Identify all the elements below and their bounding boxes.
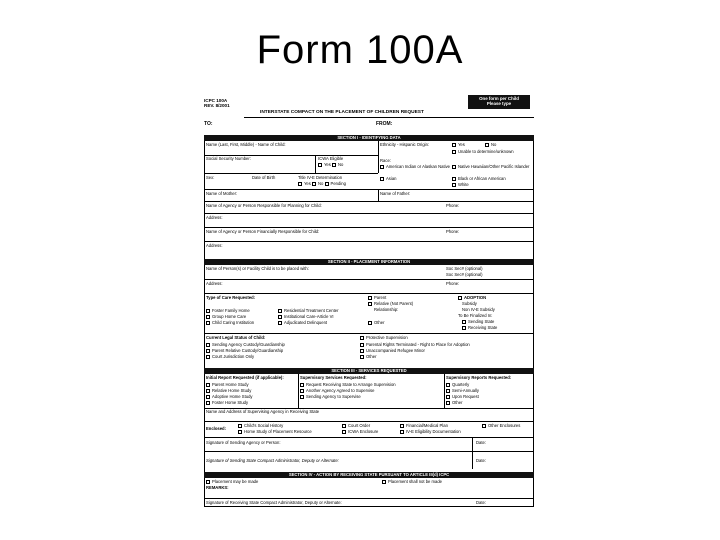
- option-label: Parent Relative Custody/Guardianship: [212, 348, 284, 354]
- checkbox: [312, 182, 316, 186]
- title-ive-options: [298, 182, 346, 187]
- checkbox: [206, 355, 210, 359]
- socsec-label-2: Soc Sec# (optional): [446, 272, 483, 277]
- option-label: Residential Treatment Center: [284, 308, 339, 314]
- ethnicity-no: [485, 143, 496, 148]
- to-label: TO:: [204, 121, 213, 127]
- checkbox: [462, 320, 466, 324]
- option-label: Semi-Annually: [452, 388, 479, 394]
- race-white: [452, 183, 469, 188]
- checkbox: [400, 424, 404, 428]
- checkbox: [482, 424, 486, 428]
- checkbox: [360, 336, 364, 340]
- option-label: Sending Agency Custody/Guardianship: [212, 342, 285, 348]
- checkbox: [452, 177, 456, 181]
- ethnicity-unable: [452, 150, 514, 155]
- address-label: Address:: [206, 215, 223, 220]
- checkbox: [298, 182, 302, 186]
- checkbox: [452, 150, 456, 154]
- option-label: Financial/Medical Plan: [406, 423, 448, 429]
- divider: [204, 213, 534, 214]
- care-adjudicated: [278, 321, 327, 326]
- option-label: Parent: [374, 295, 387, 301]
- ethnicity-yes: [452, 143, 465, 148]
- option-label: Other: [452, 400, 463, 406]
- enc-icwa: [342, 430, 378, 435]
- race-pacific: [452, 165, 532, 170]
- checkbox: [278, 321, 282, 325]
- option-label: Other Enclosures: [488, 423, 521, 429]
- option-label: Sending Agency to Supervise: [306, 394, 361, 400]
- section-2-header: SECTION II - PLACEMENT INFORMATION: [204, 259, 534, 265]
- divider: [204, 451, 534, 452]
- divider: [378, 141, 379, 173]
- divider: [378, 189, 379, 201]
- checkbox: [318, 163, 322, 167]
- option-label: Home Study of Placement Resource: [244, 429, 312, 435]
- address-placed-label: Address:: [206, 281, 223, 286]
- section-1-header: SECTION I - IDENTIFYING DATA: [204, 135, 534, 141]
- placement-shall-not: [382, 480, 442, 485]
- divider: [204, 421, 534, 422]
- option-label: No: [338, 162, 344, 168]
- checkbox: [206, 309, 210, 313]
- option-label: Foster Family Home: [212, 308, 250, 314]
- checkbox: [325, 182, 329, 186]
- option-label: ICWA Enclosure: [348, 429, 379, 435]
- legal-protective: [360, 336, 408, 341]
- checkbox: [400, 430, 404, 434]
- option-label: No: [491, 142, 497, 148]
- divider: [315, 155, 316, 173]
- option-label: Asian: [386, 176, 397, 182]
- checkbox: [452, 165, 456, 169]
- socsec-label: Soc Sec# (optional): [446, 266, 483, 271]
- checkbox: [458, 296, 462, 300]
- from-label: FROM:: [376, 121, 393, 127]
- form-code: [204, 98, 230, 109]
- divider: [204, 293, 534, 294]
- child-name-label: Name (Last, First, Middle) - Name of Child:: [206, 142, 286, 147]
- option-label: Placement shall not be made: [388, 479, 443, 485]
- phone-label: Phone:: [446, 203, 460, 208]
- date-label: Date:: [476, 440, 487, 445]
- checkbox: [300, 383, 304, 387]
- divider: [204, 189, 534, 190]
- option-label: Request Receiving State to Arrange Supervision: [306, 382, 396, 388]
- option-label: Child's Social History: [244, 423, 284, 429]
- option-label: Another Agency Agreed to Supervise: [306, 388, 375, 394]
- form-title: INTERSTATE COMPACT ON THE PLACEMENT OF CHILDREN REQUEST: [260, 110, 424, 115]
- option-label: Upon Request: [452, 394, 479, 400]
- divider: [298, 374, 299, 408]
- checkbox: [380, 177, 384, 181]
- initial-report-label: Initial Report Requested (if applicable):: [206, 375, 284, 380]
- option-label: Other: [366, 354, 377, 360]
- divider: [204, 333, 534, 334]
- agency-financial-label: Name of Agency or Person Financially Responsible for Child:: [206, 229, 320, 234]
- legal-court: [206, 355, 254, 360]
- care-type-label: Type of Care Requested:: [206, 295, 256, 300]
- relationship-label: Relationship:: [374, 307, 399, 312]
- checkbox: [206, 343, 210, 347]
- enc-other: [482, 424, 520, 429]
- section-3-header: SECTION III - SERVICES REQUESTED: [204, 368, 534, 374]
- checkbox: [206, 401, 210, 405]
- icwa-label: ICWA Eligible: [318, 156, 344, 161]
- checkbox: [206, 315, 210, 319]
- checkbox: [360, 355, 364, 359]
- checkbox: [300, 395, 304, 399]
- option-label: Native Hawaiian/Other Pacific Islander: [458, 164, 530, 170]
- legal-status-label: Current Legal Status of Child:: [206, 335, 266, 340]
- supervising-agency-label: Name and Address of Supervising Agency in Receiving State: [206, 409, 320, 414]
- study-foster: [206, 401, 248, 406]
- checkbox: [206, 395, 210, 399]
- checkbox: [446, 395, 450, 399]
- divider: [204, 241, 534, 242]
- checkbox: [368, 321, 372, 325]
- checkbox: [452, 183, 456, 187]
- checkbox: [446, 401, 450, 405]
- checkbox: [380, 165, 384, 169]
- checkbox: [206, 349, 210, 353]
- name-placed-label: Name of Person(s) or Facility Child is to be placed with:: [206, 266, 309, 271]
- care-other: [368, 321, 384, 326]
- care-child-caring: [206, 321, 254, 326]
- sex-label: Sex:: [206, 175, 215, 180]
- remarks-label: REMARKS:: [206, 485, 229, 490]
- option-label: American Indian or Alaskan Native: [386, 164, 451, 170]
- option-label: Court Order: [348, 423, 371, 429]
- title-ive-label: Title IV-E Determination: [298, 175, 343, 180]
- option-label: Parent Home Study: [212, 382, 249, 388]
- option-label: IV-E Eligibility Documentation: [406, 429, 461, 435]
- divider: [204, 173, 378, 174]
- checkbox: [342, 430, 346, 434]
- checkbox: [206, 389, 210, 393]
- option-label: Adoptive Home Study: [212, 394, 253, 400]
- option-label: Other: [374, 320, 385, 326]
- option-label: No: [318, 181, 324, 187]
- divider: [204, 201, 534, 202]
- subsidy-label: Subsidy: [462, 301, 477, 306]
- instruction-line-2: Please type: [486, 101, 512, 107]
- option-label: Yes: [304, 181, 311, 187]
- divider: [444, 374, 445, 408]
- option-label: Court Jurisdiction Only: [212, 354, 255, 360]
- date-label-3: Date:: [476, 500, 487, 505]
- checkbox: [278, 309, 282, 313]
- option-label: Yes: [458, 142, 465, 148]
- race-label: Race:: [380, 158, 391, 163]
- divider: [204, 437, 534, 438]
- instruction-box: [468, 95, 530, 109]
- divider: [204, 227, 534, 228]
- ssn-label: Social Security Number:: [206, 156, 251, 161]
- enclosed-label: Enclosed:: [206, 426, 227, 431]
- checkbox: [206, 383, 210, 387]
- checkbox: [452, 143, 456, 147]
- finalized-label: To Be Finalized In:: [458, 313, 493, 318]
- option-label: Unaccompanied Refugee Minor: [366, 348, 425, 354]
- supervisory-label: Supervisory Services Requested:: [300, 375, 367, 380]
- sig-receiving-label: Signature of Receiving State Compact Administrator, Deputy or Alternate:: [206, 500, 342, 505]
- phone-placed-label: Phone:: [446, 281, 460, 286]
- finalize-receiving: [462, 326, 497, 331]
- option-label: Relative (Not Parent): [374, 301, 414, 307]
- option-label: Relative Home Study: [212, 388, 252, 394]
- section-4-header: SECTION IV - ACTION BY RECEIVING STATE PURSUANT TO ARTICLE III(d) ICPC: [204, 472, 534, 478]
- enc-ive: [400, 430, 461, 435]
- checkbox: [342, 424, 346, 428]
- option-label: Institutional Care-Article VI: [284, 314, 334, 320]
- reports-label: Supervisory Reports Requested:: [446, 375, 512, 380]
- option-label: White: [458, 182, 469, 188]
- option-label: ADOPTION: [464, 295, 487, 301]
- divider: [204, 498, 534, 499]
- address-label-2: Address:: [206, 243, 223, 248]
- checkbox: [360, 343, 364, 347]
- phone-label-2: Phone:: [446, 229, 460, 234]
- form-code-text: ICPC 100A: [204, 98, 228, 103]
- option-label: Foster Home Study: [212, 400, 249, 406]
- checkbox: [382, 480, 386, 484]
- checkbox: [206, 321, 210, 325]
- sup-sending: [300, 395, 361, 400]
- agency-responsible-label: Name of Agency or Person Responsible for Planning for Child:: [206, 203, 322, 208]
- checkbox: [360, 349, 364, 353]
- checkbox: [446, 383, 450, 387]
- option-label: Group Home Care: [212, 314, 247, 320]
- non-ive-label: Non IV-E Subsidy: [462, 307, 495, 312]
- option-label: Quarterly: [452, 382, 470, 388]
- option-label: Child Caring Institution: [212, 320, 255, 326]
- option-label: Adjudicated Delinquent: [284, 320, 328, 326]
- checkbox: [238, 430, 242, 434]
- checkbox: [238, 424, 242, 428]
- slide-title: Form 100A: [256, 28, 464, 72]
- checkbox: [485, 143, 489, 147]
- form-100a-image: [200, 93, 536, 509]
- checkbox: [368, 296, 372, 300]
- report-other: [446, 401, 462, 406]
- father-label: Name of Father:: [380, 191, 411, 196]
- title-rule: [244, 117, 534, 118]
- enc-home-study: [238, 430, 312, 435]
- race-am-indian: [380, 165, 450, 170]
- option-label: Pending: [330, 181, 346, 187]
- checkbox: [462, 326, 466, 330]
- option-label: Parental Rights Terminated - Right to Place for Adoption: [366, 342, 470, 348]
- option-label: Sending State: [468, 319, 495, 325]
- race-asian: [380, 177, 396, 182]
- option-label: Unable to determine/unknown: [458, 149, 514, 155]
- option-label: Black or African American: [458, 176, 506, 182]
- option-label: Placement may be made: [212, 479, 259, 485]
- legal-other: [360, 355, 376, 360]
- sig-sending-label: Signature of Sending Agency or Person:: [206, 440, 281, 445]
- ethnicity-label: Ethnicity - Hispanic Origin:: [380, 142, 430, 147]
- checkbox: [206, 480, 210, 484]
- option-label: Protective Supervision: [366, 335, 408, 341]
- instruction-line-1: One form per Child: [479, 96, 519, 101]
- dob-label: Date of Birth: [252, 175, 276, 180]
- checkbox: [278, 315, 282, 319]
- form-rev-text: REV. 8/2001: [204, 103, 230, 109]
- checkbox: [446, 389, 450, 393]
- checkbox: [332, 163, 336, 167]
- divider: [204, 279, 534, 280]
- sig-compact-label: Signature of Sending State Compact Administrator, Deputy or Alternate:: [206, 458, 339, 463]
- date-label-2: Date:: [476, 458, 487, 463]
- option-label: Yes: [324, 162, 331, 168]
- checkbox: [368, 302, 372, 306]
- checkbox: [300, 389, 304, 393]
- mother-label: Name of Mother:: [206, 191, 238, 196]
- divider: [472, 437, 473, 469]
- option-label: Receiving State: [468, 325, 498, 331]
- icwa-options: [318, 163, 343, 168]
